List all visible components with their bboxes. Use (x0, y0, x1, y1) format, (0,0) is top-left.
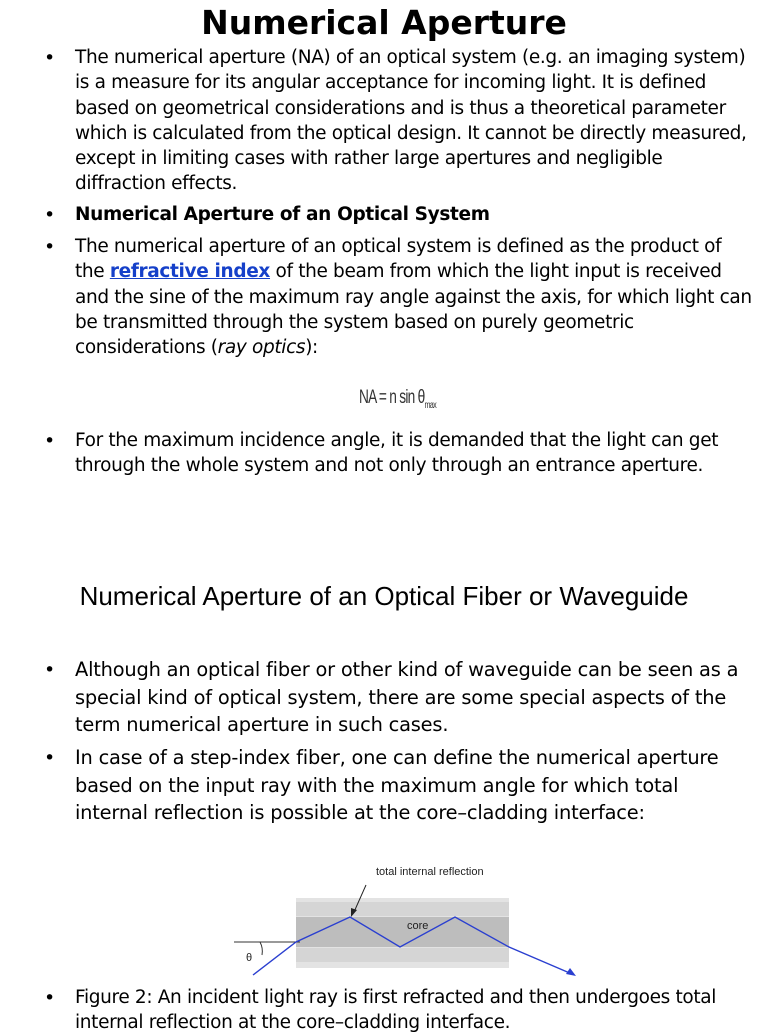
bullet-marker: • (44, 987, 56, 1009)
fiber-cladding-bottom (296, 948, 509, 962)
fiber-cladding-top (296, 902, 509, 916)
bullet-marker: • (44, 236, 56, 258)
bullet-text-part: of the beam from which the light input is received and the sine of the maximum ray angle against the axis, for which light can be transmitted through the system based on purely geometric considerations ( (75, 261, 752, 359)
bullet-text-part: ): (305, 337, 318, 359)
bullet-text-definition: The numerical aperture (NA) of an optical system (e.g. an imaging system) is a measure for its angular acceptance for incoming light. It is defined based on geometrical considerations and is thus a theoretical parameter which is calculated from the optical design. It cannot be directly measured, except in limiting cases with rather large apertures and negligible diffraction effects. (75, 47, 747, 195)
page-title: Numerical Aperture (201, 3, 567, 42)
ray-arrowhead (566, 968, 576, 976)
refractive-index-link[interactable]: refractive index (109, 261, 271, 283)
fiber-core (296, 917, 509, 947)
bullet-marker: • (44, 747, 56, 769)
bullet-marker: • (44, 430, 56, 452)
formula-subscript: max (424, 399, 436, 411)
ray-optics-italic: ray optics (217, 337, 306, 359)
core-label: core (407, 920, 429, 932)
angle-label: θ (246, 952, 253, 964)
bullet-text-fiber: Although an optical fiber or other kind of waveguide can be seen as a special kind of optical system, there are some special aspects of the term numerical aperture in such cases. (75, 658, 739, 737)
tir-annotation: total internal reflection (376, 866, 484, 878)
bullet-marker: • (44, 659, 56, 681)
bullet-text-part: The numerical aperture of an optical system is defined as the product of the (75, 236, 722, 283)
fiber-diagram (0, 858, 768, 983)
bullet-marker: • (44, 204, 56, 226)
bullet-text-subheading: Numerical Aperture of an Optical System (75, 204, 490, 225)
angle-arc (260, 942, 262, 955)
bullet-marker: • (44, 47, 56, 69)
bullet-text-step-index: In case of a step-index fiber, one can define the numerical aperture based on the input ray with the maximum angle for which total internal reflection is possible at the core–cladding interface: (75, 746, 719, 825)
figure-caption: Figure 2: An incident light ray is first refracted and then undergoes total internal reflection at the core–cladding interface. (75, 987, 717, 1034)
formula-main: NA = n sin θ (359, 387, 425, 408)
bullet-text-max-angle: For the maximum incidence angle, it is demanded that the light can get through the whole system and not only through an entrance aperture. (75, 430, 719, 477)
na-formula (359, 387, 436, 411)
section-title: Numerical Aperture of an Optical Fiber or Waveguide (79, 581, 689, 611)
bullet-text-na-definition (75, 234, 755, 360)
